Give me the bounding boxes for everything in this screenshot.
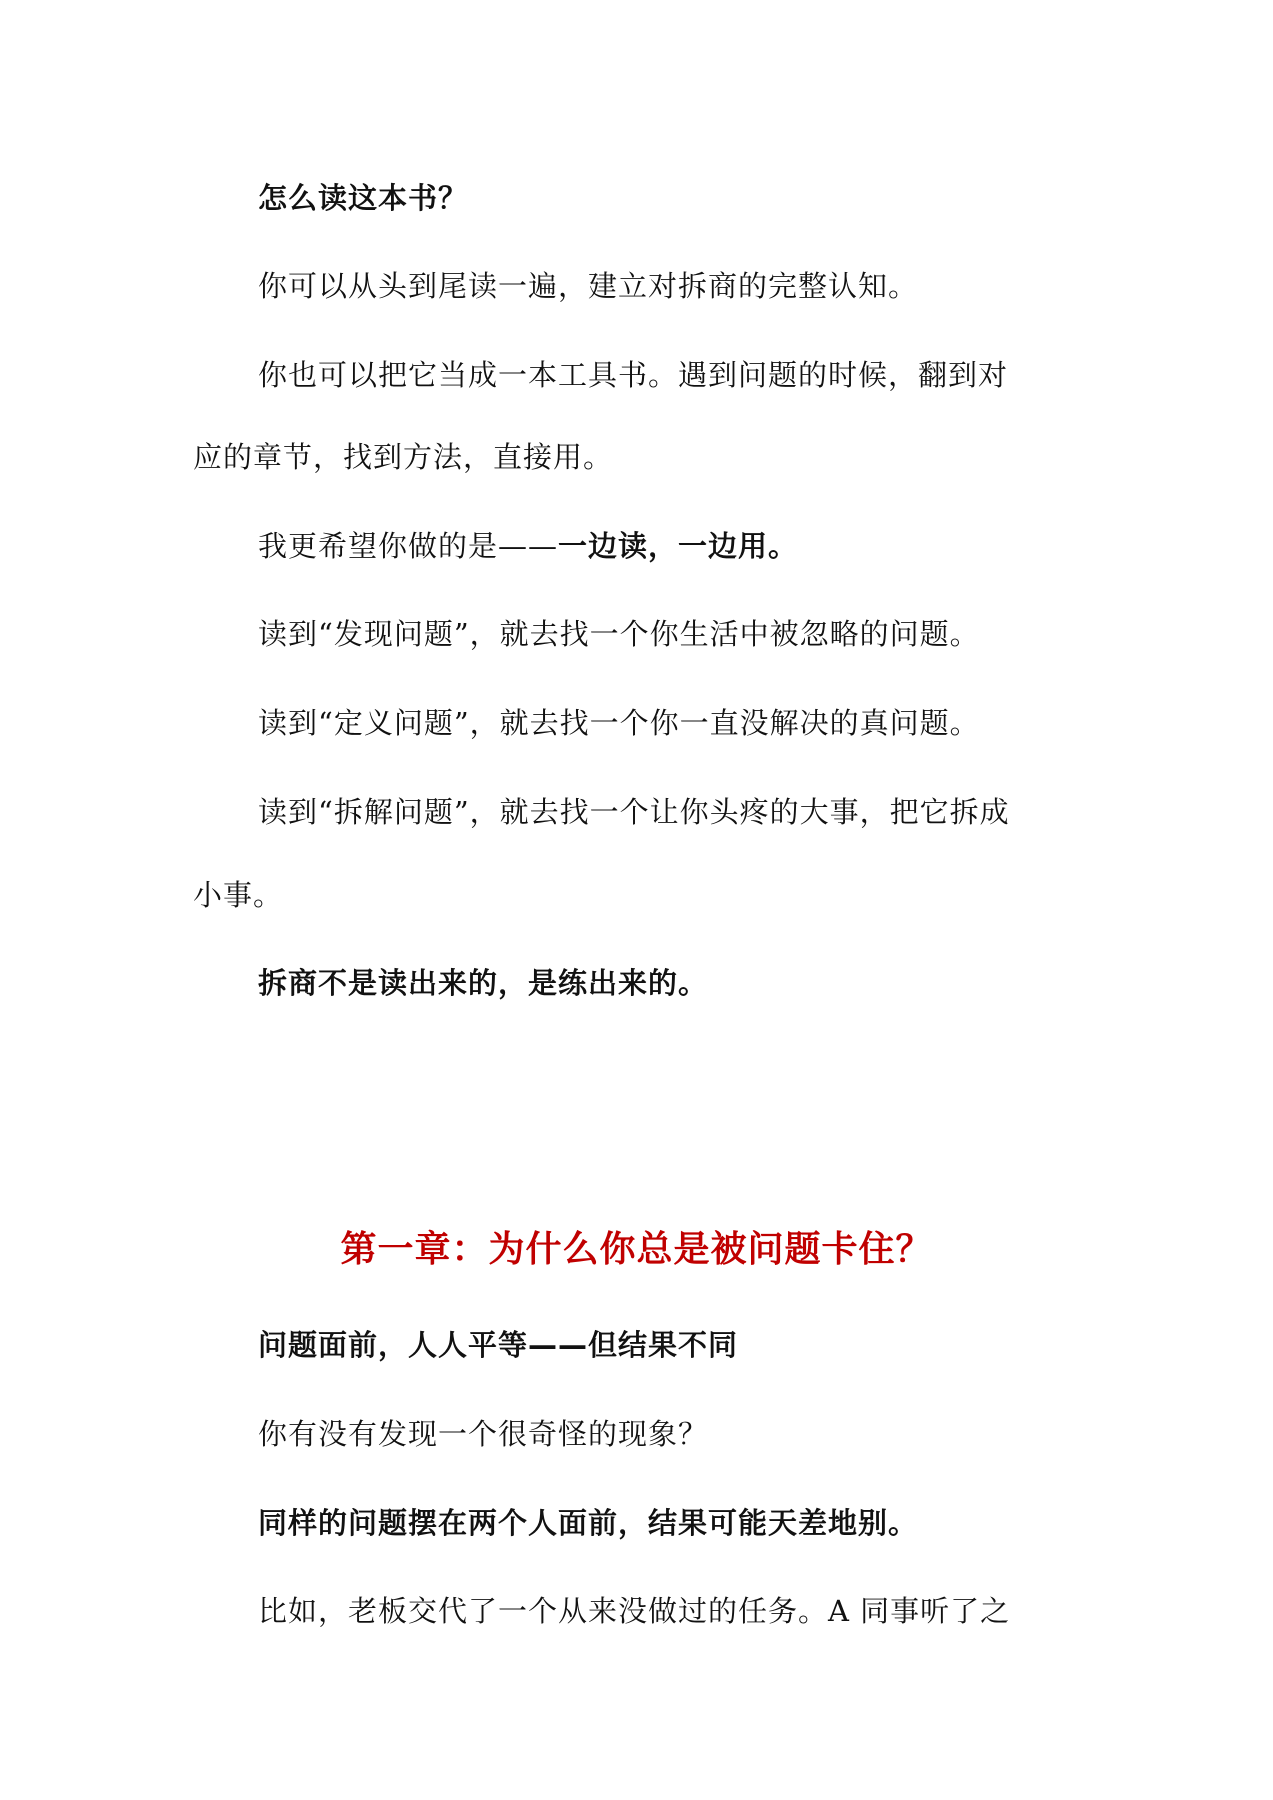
paragraph-mixed xyxy=(258,526,798,566)
section-heading: 问题面前，人人平等——但结果不同 xyxy=(258,1328,739,1362)
paragraph-continuation: 小事。 xyxy=(193,878,284,912)
paragraph: 比如，老板交代了一个从来没做过的任务。A 同事听了之 xyxy=(258,1594,1011,1628)
paragraph: 读到“定义问题”，就去找一个你一直没解决的真问题。 xyxy=(258,706,980,740)
paragraph-text: 我更希望你做的是—— xyxy=(258,529,559,563)
paragraph: 读到“拆解问题”，就去找一个让你头疼的大事，把它拆成 xyxy=(258,795,1010,829)
paragraph-bold: 拆商不是读出来的，是练出来的。 xyxy=(258,966,709,1000)
paragraph-continuation: 应的章节，找到方法，直接用。 xyxy=(193,440,614,474)
paragraph: 你有没有发现一个很奇怪的现象？ xyxy=(258,1417,709,1451)
paragraph: 你可以从头到尾读一遍，建立对拆商的完整认知。 xyxy=(258,269,919,303)
section-heading-how-to-read: 怎么读这本书？ xyxy=(258,181,469,215)
paragraph-bold: 同样的问题摆在两个人面前，结果可能天差地别。 xyxy=(258,1506,919,1540)
emphasis-text: 一边读，一边用。 xyxy=(558,529,799,563)
chapter-title: 第一章：为什么你总是被问题卡住？ xyxy=(340,1229,933,1270)
paragraph: 读到“发现问题”，就去找一个你生活中被忽略的问题。 xyxy=(258,617,980,651)
paragraph: 你也可以把它当成一本工具书。遇到问题的时候，翻到对 xyxy=(258,358,1009,392)
